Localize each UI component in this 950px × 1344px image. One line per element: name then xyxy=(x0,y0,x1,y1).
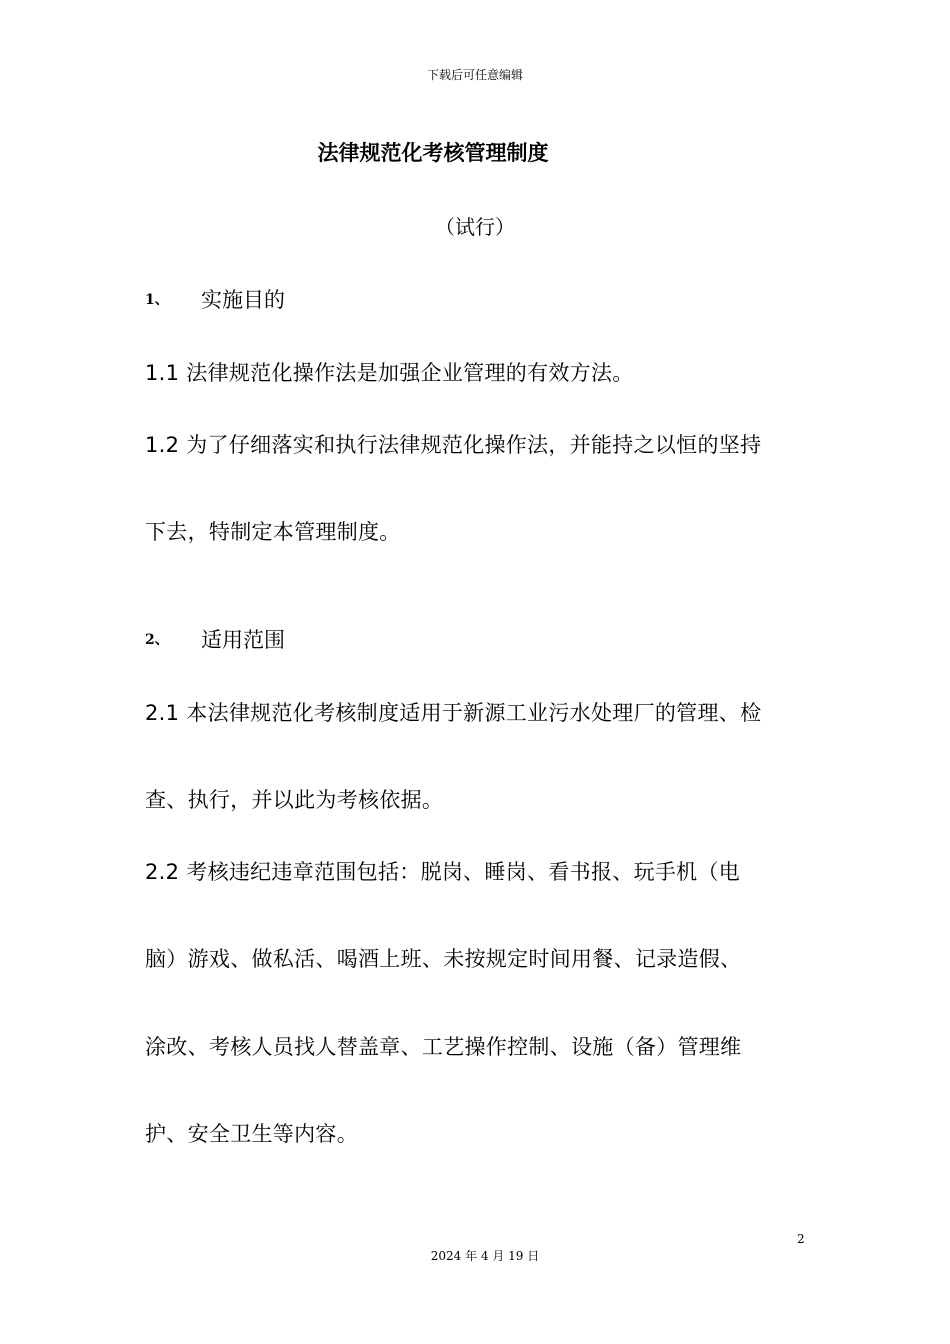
section-number: 1、 xyxy=(145,292,169,308)
paragraph-line: 1.1 法律规范化操作法是加强企业管理的有效方法。 xyxy=(145,361,634,385)
section-heading xyxy=(145,624,285,654)
paragraph-line: 脑）游戏、做私活、喝酒上班、未按规定时间用餐、记录造假、 xyxy=(145,947,742,971)
page-number: 2 xyxy=(797,1232,805,1246)
paragraph-line: 护、安全卫生等内容。 xyxy=(145,1122,358,1146)
document-subtitle: （试行） xyxy=(435,215,515,239)
paragraph-line: 下去，特制定本管理制度。 xyxy=(145,520,401,544)
paragraph-line: 涂改、考核人员找人替盖章、工艺操作控制、设施（备）管理维 xyxy=(145,1035,742,1059)
header-note: 下载后可任意编辑 xyxy=(426,68,523,82)
document-title: 法律规范化考核管理制度 xyxy=(317,141,549,165)
section-title: 实施目的 xyxy=(201,288,285,312)
paragraph-line: 查、执行，并以此为考核依据。 xyxy=(145,788,444,812)
paragraph-line: 2.1 本法律规范化考核制度适用于新源工业污水处理厂的管理、检 xyxy=(145,701,762,725)
section-heading xyxy=(145,284,285,314)
section-title: 适用范围 xyxy=(201,628,285,652)
section-number: 2、 xyxy=(145,632,169,648)
footer-date: 2024 年 4 月 19 日 xyxy=(430,1249,540,1263)
paragraph-line: 1.2 为了仔细落实和执行法律规范化操作法，并能持之以恒的坚持 xyxy=(145,433,762,457)
paragraph-line: 2.2 考核违纪违章范围包括：脱岗、睡岗、看书报、玩手机（电 xyxy=(145,860,741,884)
